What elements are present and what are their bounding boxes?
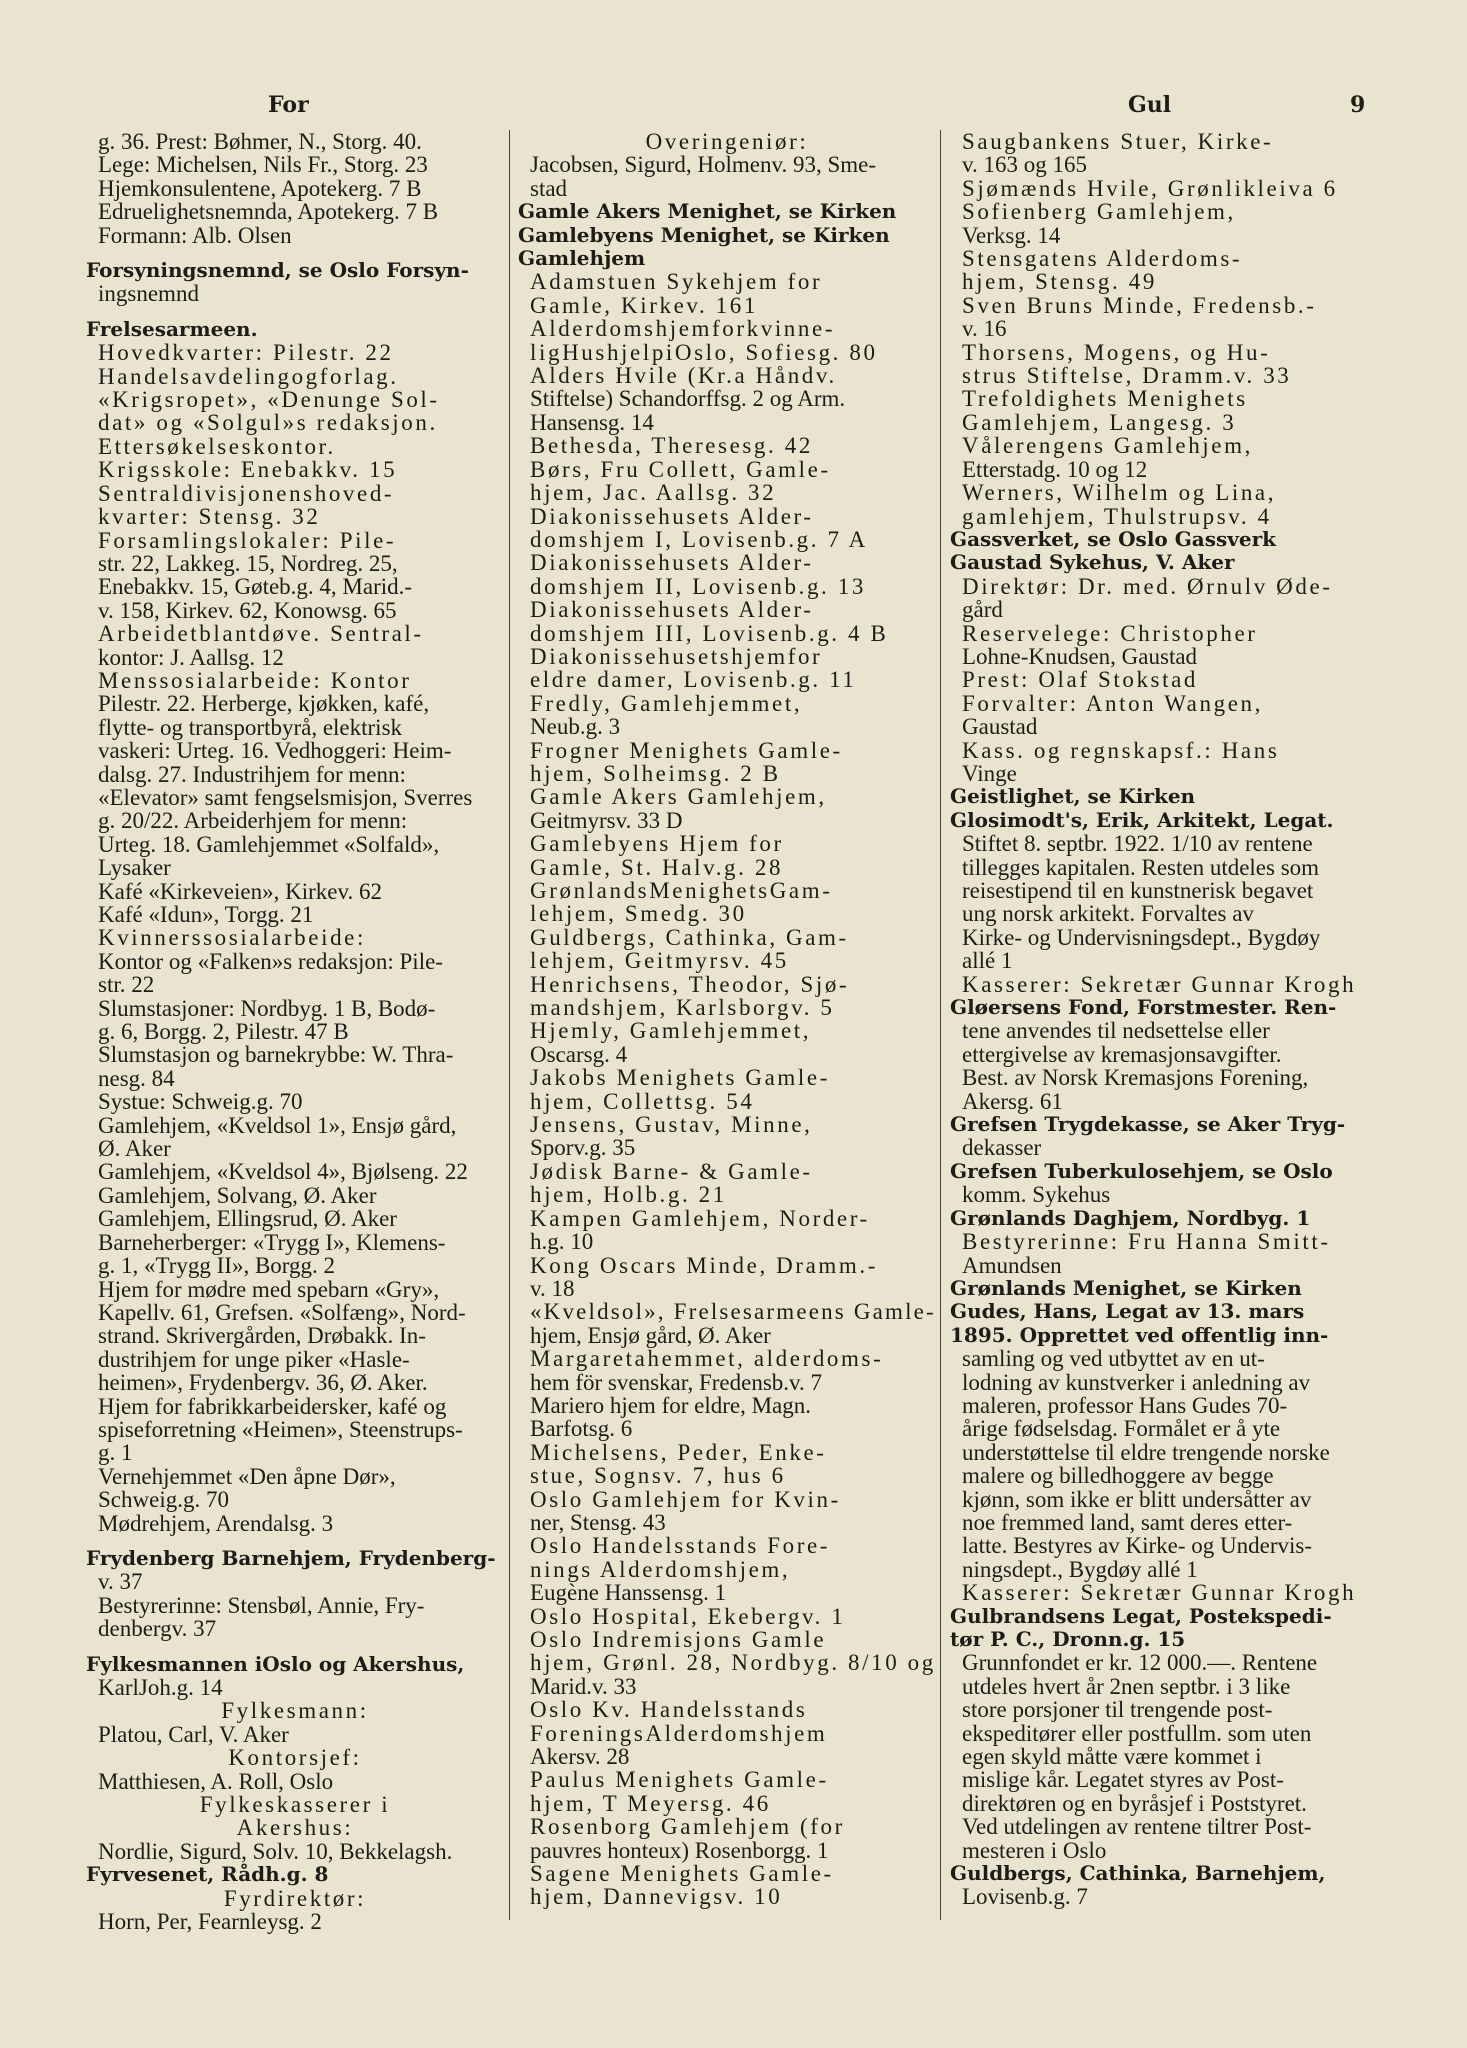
entry-line: Mariero hjem for eldre, Magn. xyxy=(530,1392,812,1418)
spaced-entry-line: Saugbankens Stuer, Kirke- xyxy=(962,129,1274,154)
spaced-entry-line: Gamlebyens Hjem for xyxy=(530,831,784,857)
entry-heading: Grefsen Tuberkulosehjem, se Oslo xyxy=(950,1158,1333,1183)
entry-heading: Gamle Akers Menighet, se Kirken xyxy=(518,199,897,224)
spaced-entry-line: Oslo Gamlehjem for Kvin- xyxy=(530,1486,841,1512)
entry-line: ingsnemnd xyxy=(98,281,199,307)
entry-line: Hjemkonsulentene, Apotekerg. 7 B xyxy=(98,175,422,201)
running-head-right: Gul xyxy=(1128,92,1172,118)
entry-line: Vinge xyxy=(962,760,1017,786)
spaced-entry-line: hjem, Holb.g. 21 xyxy=(530,1182,727,1208)
entry-line: flytte- og transportbyrå, elektrisk xyxy=(98,714,403,740)
spaced-entry-line: ForeningsAlderdomshjem xyxy=(530,1720,828,1746)
spaced-entry-line: dat» og «Solgul»s redaksjon. xyxy=(98,410,438,436)
entry-line: Stiftet 8. septbr. 1922. 1/10 av rentene xyxy=(962,831,1313,857)
entry-line: Vernehjemmet «Den åpne Dør», xyxy=(98,1463,396,1489)
spaced-entry-line: Ettersøkelseskontor. xyxy=(98,433,336,459)
entry-line: Marid.v. 33 xyxy=(530,1673,637,1699)
spaced-entry-line: Alders Hvile (Kr.a Håndv. xyxy=(530,363,837,389)
entry-line: ung norsk arkitekt. Forvaltes av xyxy=(962,901,1254,927)
entry-line: Kapellv. 61, Grefsen. «Solfæng», Nord- xyxy=(98,1299,466,1325)
entry-line: Neub.g. 3 xyxy=(530,714,621,740)
entry-line: noe fremmed land, samt deres etter- xyxy=(962,1509,1293,1535)
entry-line: mislige kår. Legatet styres av Post- xyxy=(962,1767,1284,1793)
entry-heading: Fyrvesenet, Rådh.g. 8 xyxy=(86,1862,329,1887)
role-label: Fylkesmann: xyxy=(221,1698,369,1724)
entry-line: Akersg. 61 xyxy=(962,1088,1063,1114)
entry-line: Sporv.g. 35 xyxy=(530,1135,636,1161)
spaced-entry-line: Oslo Kv. Handelsstands xyxy=(530,1697,808,1723)
entry-line: utdeles hvert år 2nen septbr. i 3 like xyxy=(962,1673,1291,1699)
entry-line: Schweig.g. 70 xyxy=(98,1487,229,1513)
entry-line: Mødrehjem, Arendalsg. 3 xyxy=(98,1510,334,1536)
spaced-entry-line: Oslo Indremisjons Gamle xyxy=(530,1627,827,1652)
spaced-entry-line: Kasserer: Sekretær Gunnar Krogh xyxy=(962,1580,1357,1606)
spaced-entry-line: hjem, Solheimsg. 2 B xyxy=(530,760,781,786)
entry-line: kjønn, som ikke er blitt undersåtter av xyxy=(962,1486,1312,1512)
entry-heading: Gamlehjem xyxy=(518,246,646,271)
entry-line: gård xyxy=(962,597,1003,623)
entry-line: komm. Sykehus xyxy=(962,1182,1111,1208)
spaced-entry-line: Gamlehjem, Langesg. 3 xyxy=(962,409,1237,435)
entry-line: v. 18 xyxy=(530,1275,575,1301)
spaced-entry-line: domshjem I, Lovisenb.g. 7 A xyxy=(530,526,868,552)
entry-line: Horn, Per, Fearnleysg. 2 xyxy=(98,1909,322,1935)
entry-line: Best. av Norsk Kremasjons Forening, xyxy=(962,1065,1309,1091)
entry-heading: tør P. C., Dronn.g. 15 xyxy=(950,1627,1186,1651)
entry-line: h.g. 10 xyxy=(530,1229,594,1255)
entry-line: v. 163 og 165 xyxy=(962,152,1088,178)
spaced-entry-line: hjem, Dannevigsv. 10 xyxy=(530,1884,783,1910)
spaced-entry-line: lehjem, Geitmyrsv. 45 xyxy=(530,948,789,974)
spaced-entry-line: Thorsens, Mogens, og Hu- xyxy=(962,339,1271,365)
column-2 xyxy=(518,130,936,1909)
page-number: 9 xyxy=(1350,92,1366,118)
entry-line: maleren, professor Hans Gudes 70- xyxy=(962,1392,1288,1418)
spaced-entry-line: GrønlandsMenighetsGam- xyxy=(530,878,833,903)
entry-line: reisestipend til en kunstnerisk begavet xyxy=(962,878,1314,903)
spaced-entry-line: stue, Sognsv. 7, hus 6 xyxy=(530,1463,786,1489)
entry-line: v. 37 xyxy=(98,1569,143,1595)
entry-line: Urteg. 18. Gamlehjemmet «Solfald», xyxy=(98,831,440,857)
entry-line: Nordlie, Sigurd, Solv. 10, Bekkelagsh. xyxy=(98,1838,453,1864)
spaced-entry-line: Sofienberg Gamlehjem, xyxy=(962,199,1236,225)
entry-heading: Fylkesmannen iOslo og Akershus, xyxy=(86,1651,465,1676)
entry-line: Oscarsg. 4 xyxy=(530,1041,628,1067)
entry-line: Lysaker xyxy=(98,855,171,881)
entry-line: Lege: Michelsen, Nils Fr., Storg. 23 xyxy=(98,152,428,178)
spaced-entry-line: Oslo Hospital, Ekebergv. 1 xyxy=(530,1603,846,1629)
entry-line: Ø. Aker xyxy=(98,1136,171,1162)
spaced-entry-line: Sven Bruns Minde, Fredensb.- xyxy=(962,292,1317,318)
entry-line: Kafé «Kirkeveien», Kirkev. 62 xyxy=(98,878,382,904)
spaced-entry-line: gamlehjem, Thulstrupsv. 4 xyxy=(962,503,1272,529)
entry-line: Hjem for fabrikkarbeidersker, kafé og xyxy=(98,1393,447,1419)
entry-line: vaskeri: Urteg. 16. Vedhoggeri: Heim- xyxy=(98,738,452,764)
entry-line: str. 22 xyxy=(98,972,155,998)
entry-line: Enebakkv. 15, Gøteb.g. 4, Marid.- xyxy=(98,574,413,600)
spaced-entry-line: Rosenborg Gamlehjem (for xyxy=(530,1814,845,1840)
entry-line: tene anvendes til nedsettelse eller xyxy=(962,1018,1270,1044)
entry-line: Kafé «Idun», Torgg. 21 xyxy=(98,902,314,927)
entry-line: strand. Skrivergården, Drøbakk. In- xyxy=(98,1323,426,1349)
entry-line: malere og billedhoggere av begge xyxy=(962,1463,1274,1489)
entry-line: pauvres honteux) Rosenborgg. 1 xyxy=(530,1837,829,1863)
entry-line: hem för svenskar, Fredensb.v. 7 xyxy=(530,1369,823,1395)
spaced-entry-line: «Krigsropet», «Denunge Sol- xyxy=(98,387,440,413)
entry-heading: Grefsen Trygdekasse, se Aker Tryg- xyxy=(950,1112,1346,1137)
spaced-entry-line: Margaretahemmet, alderdoms- xyxy=(530,1346,884,1372)
entry-line: Hjem for mødre med spebarn «Gry», xyxy=(98,1276,440,1302)
entry-line: Hansensg. 14 xyxy=(530,409,654,435)
entry-line: understøttelse til eldre trengende norske xyxy=(962,1439,1330,1465)
entry-heading: Grønlands Daghjem, Nordbyg. 1 xyxy=(950,1205,1311,1230)
spaced-entry-line: domshjem II, Lovisenb.g. 13 xyxy=(530,573,866,599)
entry-heading: Gløersens Fond, Forstmester. Ren- xyxy=(950,995,1337,1020)
spaced-entry-line: Forsamlingslokaler: Pile- xyxy=(98,527,397,553)
entry-line: ningsdept., Bygdøy allé 1 xyxy=(962,1556,1198,1582)
entry-line: hjem, Ensjø gård, Ø. Aker xyxy=(530,1322,771,1348)
entry-line: Platou, Carl, V. Aker xyxy=(98,1721,289,1747)
entry-heading: Gassverket, se Oslo Gassverk xyxy=(950,526,1277,551)
spaced-entry-line: Jakobs Menighets Gamle- xyxy=(530,1065,830,1091)
spaced-entry-line: Vålerengens Gamlehjem, xyxy=(962,433,1253,459)
entry-line: Matthiesen, A. Roll, Oslo xyxy=(98,1768,334,1794)
entry-line: samling og ved utbyttet av en ut- xyxy=(962,1346,1265,1372)
entry-line: ettergivelse av kremasjonsavgifter. xyxy=(962,1041,1282,1067)
spaced-entry-line: kvarter: Stensg. 32 xyxy=(98,504,321,530)
entry-line: kontor: J. Aallsg. 12 xyxy=(98,644,284,670)
spaced-entry-line: Gamle, Kirkev. 161 xyxy=(530,292,758,318)
entry-heading: Gaustad Sykehus, V. Aker xyxy=(950,550,1235,575)
running-head-left: For xyxy=(268,92,309,118)
entry-heading: Frydenberg Barnehjem, Frydenberg- xyxy=(86,1545,496,1570)
column-rule-2 xyxy=(940,130,941,1920)
entry-line: Akersv. 28 xyxy=(530,1744,630,1770)
entry-line: dalsg. 27. Industrihjem for menn: xyxy=(98,761,406,787)
entry-line: Pilestr. 22. Herberge, kjøkken, kafé, xyxy=(98,691,430,717)
entry-line: direktøren og en byråsjef i Poststyret. xyxy=(962,1790,1307,1816)
role-label: Akershus: xyxy=(236,1815,354,1841)
entry-line: Barneherberger: «Trygg I», Klemens- xyxy=(98,1229,446,1255)
spaced-entry-line: Bestyrerinne: Fru Hanna Smitt- xyxy=(962,1229,1331,1255)
spaced-entry-line: Diakonissehusets Alder- xyxy=(530,597,814,623)
spaced-entry-line: Diakonissehusetshjemfor xyxy=(530,643,823,669)
entry-line: Verksg. 14 xyxy=(962,222,1061,248)
entry-line: stad xyxy=(530,175,568,201)
spaced-entry-line: Diakonissehusets Alder- xyxy=(530,550,814,576)
spaced-entry-line: Kass. og regnskapsf.: Hans xyxy=(962,737,1280,763)
entry-line: g. 1, «Trygg II», Borgg. 2 xyxy=(98,1253,336,1279)
spaced-entry-line: Guldbergs, Cathinka, Gam- xyxy=(530,924,849,950)
spaced-entry-line: Oslo Handelsstands Fore- xyxy=(530,1533,831,1559)
entry-heading: 1895. Opprettet ved offentlig inn- xyxy=(950,1322,1329,1347)
spaced-entry-line: Stensgatens Alderdoms- xyxy=(962,246,1243,272)
entry-line: Etterstadg. 10 og 12 xyxy=(962,456,1148,482)
spaced-entry-line: strus Stiftelse, Dramm.v. 33 xyxy=(962,363,1292,389)
spaced-entry-line: Werners, Wilhelm og Lina, xyxy=(962,480,1277,506)
spaced-entry-line: Krigsskole: Enebakkv. 15 xyxy=(98,457,398,483)
entry-heading: Forsyningsnemnd, se Oslo Forsyn- xyxy=(86,258,469,283)
spaced-entry-line: Direktør: Dr. med. Ørnulv Øde- xyxy=(962,573,1333,599)
entry-line: Gamlehjem, «Kveldsol 1», Ensjø gård, xyxy=(98,1112,457,1138)
spaced-entry-line: Sagene Menighets Gamle- xyxy=(530,1861,834,1887)
entry-line: heimen», Frydenbergv. 36, Ø. Aker. xyxy=(98,1370,428,1396)
entry-line: Formann: Alb. Olsen xyxy=(98,222,292,248)
entry-line: store porsjoner til trengende post- xyxy=(962,1697,1273,1723)
entry-line: Kirke- og Undervisningsdept., Bygdøy xyxy=(962,924,1321,950)
entry-heading: Frelsesarmeen. xyxy=(86,316,258,341)
entry-line: lodning av kunstverker i anledning av xyxy=(962,1369,1311,1395)
entry-line: årige fødselsdag. Formålet er å yte xyxy=(962,1416,1281,1442)
entry-heading: Geistlighet, se Kirken xyxy=(950,784,1196,809)
entry-line: denbergv. 37 xyxy=(98,1616,217,1642)
spaced-entry-line: domshjem III, Lovisenb.g. 4 B xyxy=(530,620,889,646)
spaced-entry-line: Jødisk Barne- & Gamle- xyxy=(530,1158,813,1184)
spaced-entry-line: Paulus Menighets Gamle- xyxy=(530,1767,829,1793)
spaced-entry-line: lehjem, Smedg. 30 xyxy=(530,901,747,927)
spaced-entry-line: Kasserer: Sekretær Gunnar Krogh xyxy=(962,971,1357,997)
spaced-entry-line: hjem, Collettsg. 54 xyxy=(530,1088,755,1114)
entry-line: allé 1 xyxy=(962,948,1013,974)
entry-line: Barfotsg. 6 xyxy=(530,1416,633,1442)
entry-line: g. 20/22. Arbeiderhjem for menn: xyxy=(98,808,408,834)
entry-heading: Gulbrandsens Legat, Postekspedi- xyxy=(950,1603,1332,1628)
spaced-entry-line: Diakonissehusets Alder- xyxy=(530,503,814,529)
entry-line: Edruelighetsnemnda, Apotekerg. 7 B xyxy=(98,199,439,225)
entry-line: v. 158, Kirkev. 62, Konowsg. 65 xyxy=(98,597,397,623)
spaced-entry-line: Kvinnerssosialarbeide: xyxy=(98,925,366,951)
spaced-entry-line: Jensens, Gustav, Minne, xyxy=(530,1112,813,1138)
entry-line: KarlJoh.g. 14 xyxy=(98,1675,223,1700)
entry-line: mesteren i Oslo xyxy=(962,1837,1107,1863)
spaced-entry-line: Handelsavdelingogforlag. xyxy=(98,363,399,389)
spaced-entry-line: Kong Oscars Minde, Dramm.- xyxy=(530,1252,879,1278)
spaced-entry-line: hjem, Stensg. 49 xyxy=(962,269,1157,295)
entry-line: dustrihjem for unge piker «Hasle- xyxy=(98,1346,410,1372)
spaced-entry-line: Gamle Akers Gamlehjem, xyxy=(530,784,827,810)
entry-line: Gamlehjem, «Kveldsol 4», Bjølseng. 22 xyxy=(98,1159,468,1185)
entry-heading: Guldbergs, Cathinka, Barnehjem, xyxy=(950,1861,1326,1886)
spaced-entry-line: Bethesda, Theresesg. 42 xyxy=(530,433,813,459)
entry-heading: Grønlands Menighet, se Kirken xyxy=(950,1275,1302,1300)
spaced-entry-line: Michelsens, Peder, Enke- xyxy=(530,1439,827,1465)
entry-line: str. 22, Lakkeg. 15, Nordreg. 25, xyxy=(98,550,398,576)
entry-line: Slumstasjon og barnekrybbe: W. Thra- xyxy=(98,1042,454,1068)
entry-line: latte. Bestyres av Kirke- og Undervis- xyxy=(962,1533,1313,1559)
spaced-entry-line: Gamle, St. Halv.g. 28 xyxy=(530,854,784,880)
entry-line: g. 36. Prest: Bøhmer, N., Storg. 40. xyxy=(98,129,422,154)
spaced-entry-line: eldre damer, Lovisenb.g. 11 xyxy=(530,667,857,693)
entry-line: Geitmyrsv. 33 D xyxy=(530,807,683,833)
spaced-entry-line: Hovedkvarter: Pilestr. 22 xyxy=(98,340,394,366)
spaced-entry-line: «Kveldsol», Frelsesarmeens Gamle- xyxy=(530,1299,936,1325)
role-label: Fylkeskasserer i xyxy=(199,1792,391,1818)
entry-line: egen skyld måtte være kommet i xyxy=(962,1744,1262,1770)
entry-line: Bestyrerinne: Stensbøl, Annie, Fry- xyxy=(98,1592,425,1618)
entry-line: Jacobsen, Sigurd, Holmenv. 93, Sme- xyxy=(530,152,877,178)
entry-line: ner, Stensg. 43 xyxy=(530,1509,666,1535)
spaced-entry-line: Alderdomshjemforkvinne- xyxy=(530,316,836,342)
spaced-entry-line: Børs, Fru Collett, Gamle- xyxy=(530,456,831,482)
spaced-entry-line: Forvalter: Anton Wangen, xyxy=(962,690,1263,716)
entry-line: Stiftelse) Schandorffsg. 2 og Arm. xyxy=(530,386,846,412)
spaced-entry-line: Kampen Gamlehjem, Norder- xyxy=(530,1205,870,1231)
entry-line: nesg. 84 xyxy=(98,1065,175,1091)
entry-line: tillegges kapitalen. Resten utdeles som xyxy=(962,854,1320,880)
spaced-entry-line: hjem, Grønl. 28, Nordbyg. 8/10 og xyxy=(530,1650,936,1676)
spaced-entry-line: ligHushjelpiOslo, Sofiesg. 80 xyxy=(530,339,878,365)
spaced-entry-line: mandshjem, Karlsborgv. 5 xyxy=(530,995,835,1021)
spaced-entry-line: Prest: Olaf Stokstad xyxy=(962,667,1198,693)
role-label: Kontorsjef: xyxy=(228,1745,362,1771)
entry-heading: Gudes, Hans, Legat av 13. mars xyxy=(950,1299,1305,1324)
entry-line: v. 16 xyxy=(962,316,1007,342)
entry-line: Grunnfondet er kr. 12 000.—. Rentene xyxy=(962,1650,1318,1676)
entry-line: Eugène Hanssensg. 1 xyxy=(530,1580,727,1606)
entry-line: Gamlehjem, Solvang, Ø. Aker xyxy=(98,1182,377,1208)
spaced-entry-line: Fredly, Gamlehjemmet, xyxy=(530,690,803,716)
spaced-entry-line: Sjømænds Hvile, Grønlikleiva 6 xyxy=(962,175,1338,201)
entry-line: Kontor og «Falken»s redaksjon: Pile- xyxy=(98,948,443,974)
entry-line: «Elevator» samt fengselsmisjon, Sverres xyxy=(98,784,473,810)
entry-line: spiseforretning «Heimen», Steenstrups- xyxy=(98,1416,463,1442)
role-label: Fyrdirektør: xyxy=(223,1885,367,1911)
column-rule-1 xyxy=(509,130,510,1920)
spaced-entry-line: hjem, T Meyersg. 46 xyxy=(530,1790,771,1816)
entry-line: Slumstasjoner: Nordbyg. 1 B, Bodø- xyxy=(98,995,436,1021)
column-3 xyxy=(950,130,1360,1909)
entry-line: Gaustad xyxy=(962,714,1038,740)
role-label: Overingeniør: xyxy=(645,129,809,154)
column-1 xyxy=(86,130,504,1933)
entry-line: Gamlehjem, Ellingsrud, Ø. Aker xyxy=(98,1206,397,1232)
spaced-entry-line: Hjemly, Gamlehjemmet, xyxy=(530,1018,812,1044)
spaced-entry-line: Menssosialarbeide: Kontor xyxy=(98,667,412,693)
entry-line: Lohne-Knudsen, Gaustad xyxy=(962,643,1198,669)
entry-line: g. 6, Borgg. 2, Pilestr. 47 B xyxy=(98,1019,349,1045)
spaced-entry-line: Henrichsens, Theodor, Sjø- xyxy=(530,971,850,997)
entry-line: dekasser xyxy=(962,1135,1042,1161)
entry-line: Ved utdelingen av rentene tiltrer Post- xyxy=(962,1814,1312,1840)
spaced-entry-line: Frogner Menighets Gamle- xyxy=(530,737,843,763)
entry-line: g. 1 xyxy=(98,1440,133,1466)
spaced-entry-line: Trefoldighets Menighets xyxy=(962,386,1248,412)
entry-line: Systue: Schweig.g. 70 xyxy=(98,1089,303,1115)
spaced-entry-line: Arbeidetblantdøve. Sentral- xyxy=(98,621,424,647)
spaced-entry-line: hjem, Jac. Aallsg. 32 xyxy=(530,480,777,506)
entry-line: Lovisenb.g. 7 xyxy=(962,1884,1088,1910)
entry-line: Amundsen xyxy=(962,1252,1062,1278)
entry-heading: Gamlebyens Menighet, se Kirken xyxy=(518,222,890,247)
entry-line: ekspeditører eller postfullm. som uten xyxy=(962,1720,1312,1746)
spaced-entry-line: Adamstuen Sykehjem for xyxy=(530,269,823,295)
spaced-entry-line: nings Alderdomshjem, xyxy=(530,1556,791,1582)
spaced-entry-line: Reservelege: Christopher xyxy=(962,620,1258,646)
entry-heading: Glosimodt's, Erik, Arkitekt, Legat. xyxy=(950,807,1334,832)
spaced-entry-line: Sentraldivisjonenshoved- xyxy=(98,480,395,506)
